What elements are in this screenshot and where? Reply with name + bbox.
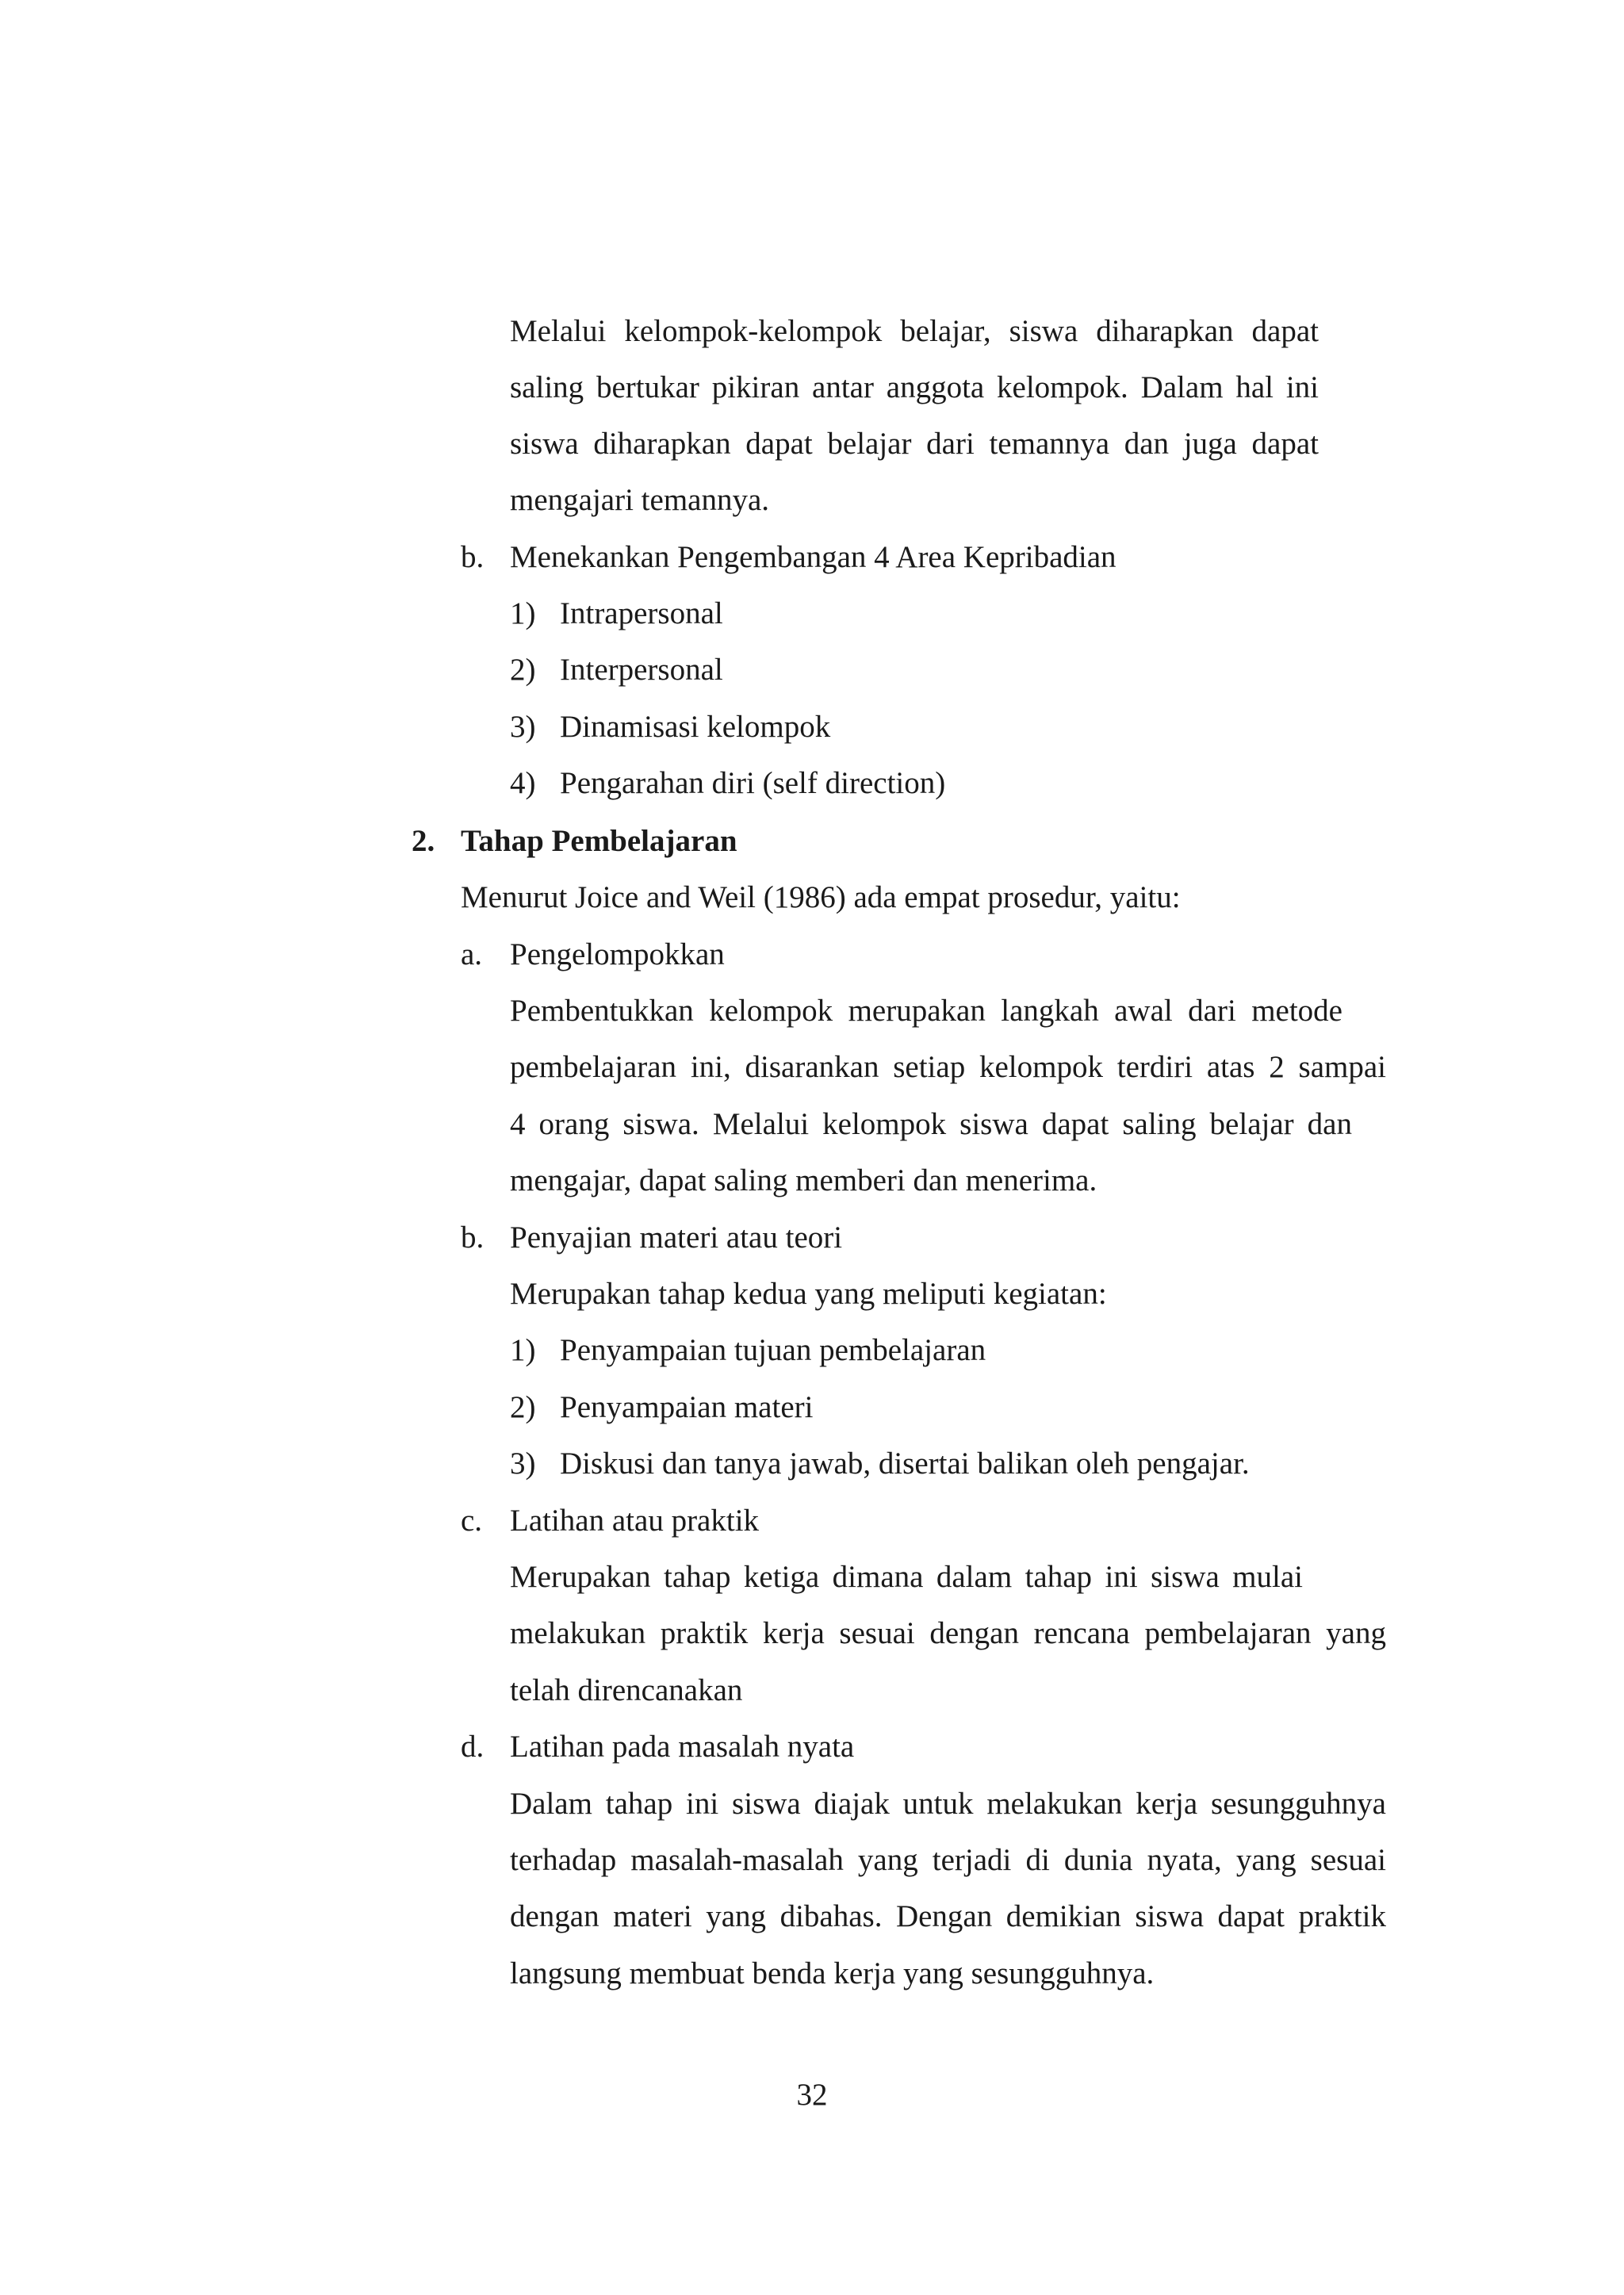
step-c-line-1: Merupakan tahap ketiga dimana dalam tahap ini siswa mulai bbox=[510, 1560, 1303, 1594]
step-b-sub-3-marker: 3) bbox=[510, 1446, 536, 1481]
section-2-intro: Menurut Joice and Weil (1986) ada empat prosedur, yaitu: bbox=[461, 880, 1181, 914]
step-b-title: Penyajian materi atau teori bbox=[510, 1220, 843, 1255]
step-c-title: Latihan atau praktik bbox=[510, 1504, 760, 1538]
section-2-number: 2. bbox=[412, 824, 435, 858]
item-b-sub-3-marker: 3) bbox=[510, 710, 536, 744]
item-b-sub-1-text: Intrapersonal bbox=[560, 596, 723, 630]
step-a-marker: a. bbox=[461, 937, 483, 971]
step-a-line-2: pembelajaran ini, disarankan setiap kelompok terdiri atas 2 sampai bbox=[510, 1050, 1386, 1084]
step-b-intro: Merupakan tahap kedua yang meliputi kegiatan: bbox=[510, 1277, 1107, 1311]
intro-line-4: mengajari temannya. bbox=[510, 483, 770, 517]
item-b-sub-2-text: Interpersonal bbox=[560, 653, 723, 687]
step-d-line-1: Dalam tahap ini siswa diajak untuk melakukan kerja sesungguhnya bbox=[510, 1787, 1386, 1821]
step-b-marker: b. bbox=[461, 1220, 485, 1255]
step-d-marker: d. bbox=[461, 1730, 485, 1764]
step-c-line-3: telah direncanakan bbox=[510, 1673, 743, 1707]
step-a-line-3: 4 orang siswa. Melalui kelompok siswa dapat saling belajar dan bbox=[510, 1107, 1352, 1141]
step-d-line-3: dengan materi yang dibahas. Dengan demikian siswa dapat praktik bbox=[510, 1899, 1386, 1933]
item-b-sub-2-marker: 2) bbox=[510, 653, 536, 687]
step-b-sub-2-text: Penyampaian materi bbox=[560, 1390, 814, 1424]
section-2-heading: Tahap Pembelajaran bbox=[461, 824, 737, 858]
step-d-line-4: langsung membuat benda kerja yang sesungguhnya. bbox=[510, 1956, 1155, 1990]
step-d-title: Latihan pada masalah nyata bbox=[510, 1730, 855, 1764]
step-b-sub-1-marker: 1) bbox=[510, 1333, 536, 1367]
step-c-marker: c. bbox=[461, 1504, 483, 1538]
intro-line-2: saling bertukar pikiran antar anggota kelompok. Dalam hal ini bbox=[510, 370, 1319, 404]
step-a-line-4: mengajar, dapat saling memberi dan menerima. bbox=[510, 1163, 1097, 1197]
step-b-sub-1-text: Penyampaian tujuan pembelajaran bbox=[560, 1333, 986, 1367]
page-number: 32 bbox=[796, 2078, 828, 2112]
step-c-line-2: melakukan praktik kerja sesuai dengan rencana pembelajaran yang bbox=[510, 1616, 1386, 1650]
intro-line-3: siswa diharapkan dapat belajar dari temannya dan juga dapat bbox=[510, 427, 1319, 461]
step-a-title: Pengelompokkan bbox=[510, 937, 725, 971]
item-b-sub-4-text: Pengarahan diri (self direction) bbox=[560, 766, 946, 800]
item-b-sub-4-marker: 4) bbox=[510, 766, 536, 800]
intro-line-1: Melalui kelompok-kelompok belajar, siswa diharapkan dapat bbox=[510, 314, 1319, 348]
item-b-marker: b. bbox=[461, 540, 485, 574]
step-b-sub-2-marker: 2) bbox=[510, 1390, 536, 1424]
item-b-sub-3-text: Dinamisasi kelompok bbox=[560, 710, 831, 744]
step-b-sub-3-text: Diskusi dan tanya jawab, disertai balikan oleh pengajar. bbox=[560, 1446, 1250, 1481]
step-a-line-1: Pembentukkan kelompok merupakan langkah awal dari metode bbox=[510, 994, 1342, 1028]
step-d-line-2: terhadap masalah-masalah yang terjadi di dunia nyata, yang sesuai bbox=[510, 1843, 1386, 1877]
item-b-sub-1-marker: 1) bbox=[510, 596, 536, 630]
item-b-title: Menekankan Pengembangan 4 Area Kepribadian bbox=[510, 540, 1116, 574]
